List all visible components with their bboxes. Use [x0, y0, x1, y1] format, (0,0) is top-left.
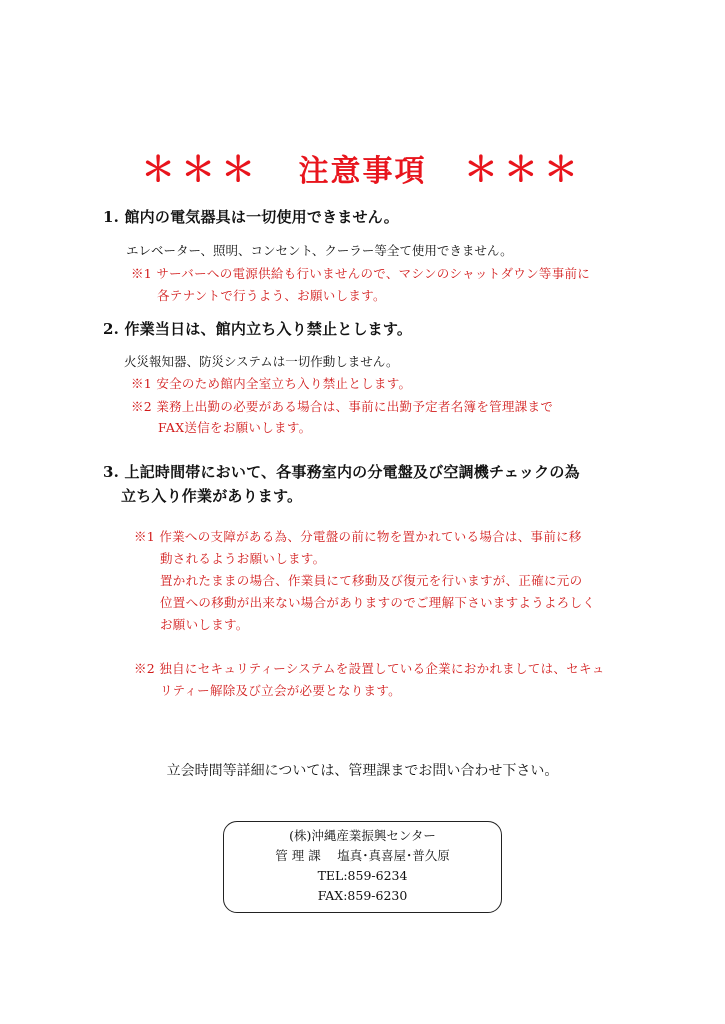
section-2-body: 火災報知器、防災システムは一切作動しません。 [124, 354, 399, 369]
section-3-note-1-cont-3: 位置への移動が出来ない場合がありますのでご理解下さいますようよろしく [160, 595, 596, 610]
contact-org: (株)沖縄産業振興センター [289, 828, 436, 843]
section-3-note-2: ※2 独自にセキュリティーシステムを設置している企業におかれましては、セキュ [134, 661, 605, 676]
title-stars-right: ＊＊＊ [463, 150, 584, 190]
contact-dept: 管 理 課 塩真･真喜屋･普久原 [275, 848, 450, 863]
section-1-body: エレベーター、照明、コンセント、クーラー等全て使用できません。 [126, 243, 513, 258]
section-2-note-1: ※1 安全のため館内全室立ち入り禁止とします。 [131, 376, 412, 391]
title-text: 注意事項 [298, 154, 427, 189]
section-2-note-2: ※2 業務上出勤の必要がある場合は、事前に出勤予定者名簿を管理課まで [131, 399, 554, 414]
closing-text: 立会時間等詳細については、管理課までお問い合わせ下さい。 [166, 763, 559, 779]
contact-tel: TEL:859-6234 [317, 868, 408, 883]
page-title [0, 142, 725, 191]
section-3-note-1-cont-1: 動されるようお願いします。 [160, 551, 326, 566]
contact-fax: FAX:859-6230 [317, 888, 408, 903]
section-3-note-1-cont-2: 置かれたままの場合、作業員にて移動及び復元を行いますが、正確に元の [160, 573, 583, 588]
contact-box [223, 821, 502, 913]
section-3-note-1-cont-4: お願いします。 [160, 617, 249, 632]
section-3-heading-line-2: 立ち入り作業があります。 [121, 487, 303, 505]
section-1-note-1-cont: 各テナントで行うよう、お願いします。 [157, 288, 386, 303]
section-2-heading: 2. 作業当日は、館内立ち入り禁止とします。 [103, 320, 413, 338]
section-1-heading: 1. 館内の電気器具は一切使用できません。 [103, 208, 399, 226]
section-3-note-2-cont: リティー解除及び立会が必要となります。 [160, 683, 401, 698]
title-stars-left: ＊＊＊ [141, 150, 262, 190]
section-2-note-2-cont: FAX送信をお願いします。 [158, 420, 312, 435]
section-3-heading-line-1: 3. 上記時間帯において、各事務室内の分電盤及び空調機チェックの為 [103, 463, 580, 481]
section-1-note-1: ※1 サーバーへの電源供給も行いませんので、マシンのシャットダウン等事前に [131, 266, 591, 281]
section-3-note-1: ※1 作業への支障がある為、分電盤の前に物を置かれている場合は、事前に移 [134, 529, 582, 544]
